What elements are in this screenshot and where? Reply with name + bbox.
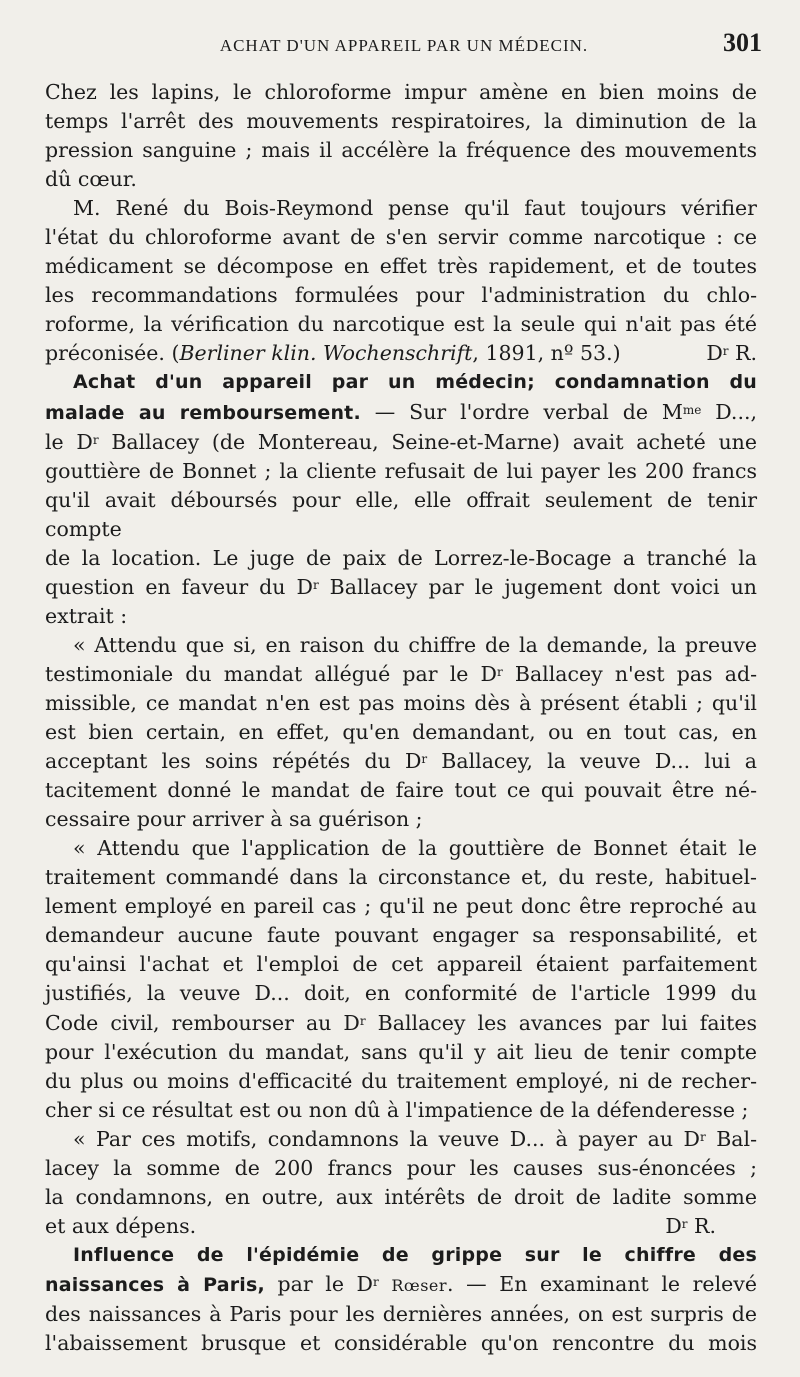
paragraph-attendu-2 — [45, 834, 757, 1124]
text-line: acceptant les soins répétés du $D^r$ Ballacey, la veuve D... lui a — [45, 749, 757, 774]
text-line: cher si ce résultat est ou non dû à l'impatience de la défenderesse ; — [45, 1097, 749, 1122]
text-line: l'état du chloroforme avant de s'en servir comme narcotique : ce — [45, 225, 757, 250]
text-line: extrait : — [45, 603, 128, 628]
text-line: le $D^r$ Ballacey (de Montereau, Seine-et-Marne) avait acheté une — [45, 429, 757, 454]
text-line: pression sanguine ; mais il accélère la fréquence des mouvements — [45, 138, 757, 163]
text-line: les recommandations formulées pour l'administration du chlo- — [45, 283, 757, 308]
text-line: naissances à Paris, par le $D^r$ Rœser. — En examinant le relevé — [45, 1271, 757, 1296]
text-line: Code civil, rembourser au $D^r$ Ballacey les avances par lui faites — [45, 1010, 758, 1035]
text-line: missible, ce mandat n'en est pas moins dès à présent établi ; qu'il — [45, 690, 757, 715]
text-line: question en faveur du $D^r$ Ballacey par le jugement dont voici un — [45, 574, 757, 599]
text-fragment: , 1891, nº 53.) — [472, 341, 621, 366]
text-line: testimoniale du mandat allégué par le $D^r$ Ballacey n'est pas ad- — [45, 661, 757, 686]
section-heading: Influence de l'épidémie de grippe sur le chiffre des — [73, 1243, 757, 1266]
text-line: lement employé en pareil cas ; qu'il ne peut donc être reproché au — [45, 894, 757, 919]
text-line: « Attendu que l'application de la gouttière de Bonnet était le — [73, 836, 757, 861]
text-line: du plus ou moins d'efficacité du traitement employé, ni de recher- — [45, 1068, 757, 1093]
text-line: l'abaissement brusque et considérable qu'on rencontre du mois — [45, 1331, 757, 1356]
text-line: gouttière de Bonnet ; la cliente refusait de lui payer les 200 francs — [45, 458, 757, 483]
citation: Berliner klin. Wochenschrift — [179, 341, 473, 366]
text-line — [45, 339, 757, 368]
paragraph-achat-appareil — [45, 368, 757, 630]
text-line: lacey la somme de 200 francs pour les causes sus-énoncées ; — [45, 1155, 757, 1180]
text-line: tacitement donné le mandat de faire tout ce qui pouvait être né- — [45, 778, 757, 803]
page-number: 301 — [723, 28, 762, 57]
section-heading: malade au remboursement. — [45, 401, 361, 424]
text-line: est bien certain, en effet, qu'en demandant, ou en tout cas, en — [45, 720, 757, 745]
text-line: la condamnons, en outre, aux intérêts de droit de ladite somme — [45, 1184, 757, 1209]
signature: $D^r$ R. — [665, 1213, 716, 1238]
text-line: cessaire pour arriver à sa guérison ; — [45, 807, 423, 832]
text-line: « Attendu que si, en raison du chiffre de la demande, la preuve — [73, 632, 757, 657]
page-body — [45, 78, 757, 1358]
text-line: roforme, la vérification du narcotique est la seule qui n'ait pas été — [45, 312, 757, 337]
paragraph-lapins — [45, 78, 757, 194]
text-line: malade au remboursement. — Sur l'ordre verbal de $M^{me}$ D..., — [45, 399, 757, 424]
text-line: de la location. Le juge de paix de Lorrez-le-Bocage a tranché la — [45, 545, 757, 570]
text-line: justifiés, la veuve D... doit, en conformité de l'article 1999 du — [45, 981, 757, 1006]
text-line: temps l'arrêt des mouvements respiratoires, la diminution de la — [45, 109, 757, 134]
paragraph-bois-reymond — [45, 194, 757, 368]
author-name: Rœser — [391, 1275, 448, 1295]
text-line: « Par ces motifs, condamnons la veuve D... à payer au $D^r$ Bal- — [73, 1126, 757, 1151]
paragraph-attendu-1 — [45, 631, 757, 834]
section-heading: Achat d'un appareil par un médecin; condamnation du — [73, 371, 757, 394]
text-line: qu'il avait déboursés pour elle, elle offrait seulement de tenir compte — [45, 487, 757, 541]
running-head: ACHAT D'UN APPAREIL PAR UN MÉDECIN. — [219, 36, 589, 55]
text-line: des naissances à Paris pour les dernières années, on est surpris de — [45, 1301, 757, 1326]
text-line: pour l'exécution du mandat, sans qu'il y ait lieu de tenir compte — [45, 1039, 757, 1064]
paragraph-par-ces-motifs — [45, 1125, 757, 1241]
text-line: dû cœur. — [45, 167, 137, 192]
text-fragment: préconisée. ( — [45, 341, 180, 366]
text-line: Chez les lapins, le chloroforme impur amène en bien moins de — [45, 80, 757, 104]
text-line: M. René du Bois-Reymond pense qu'il faut toujours vérifier — [73, 196, 757, 221]
text-line: demandeur aucune faute pouvant engager sa responsabilité, et — [45, 923, 757, 948]
text-line: qu'ainsi l'achat et l'emploi de cet appareil étaient parfaitement — [45, 952, 757, 977]
section-heading: naissances à Paris, — [45, 1273, 265, 1296]
text-line: et aux dépens. $D^r$ R. — [45, 1212, 757, 1241]
paragraph-grippe — [45, 1241, 757, 1358]
text-line: médicament se décompose en effet très rapidement, et de toutes — [45, 254, 757, 279]
text-line: traitement commandé dans la circonstance et, du reste, habituel- — [45, 865, 757, 890]
page-header — [44, 28, 764, 68]
signature: $D^r$ R. — [706, 341, 757, 366]
